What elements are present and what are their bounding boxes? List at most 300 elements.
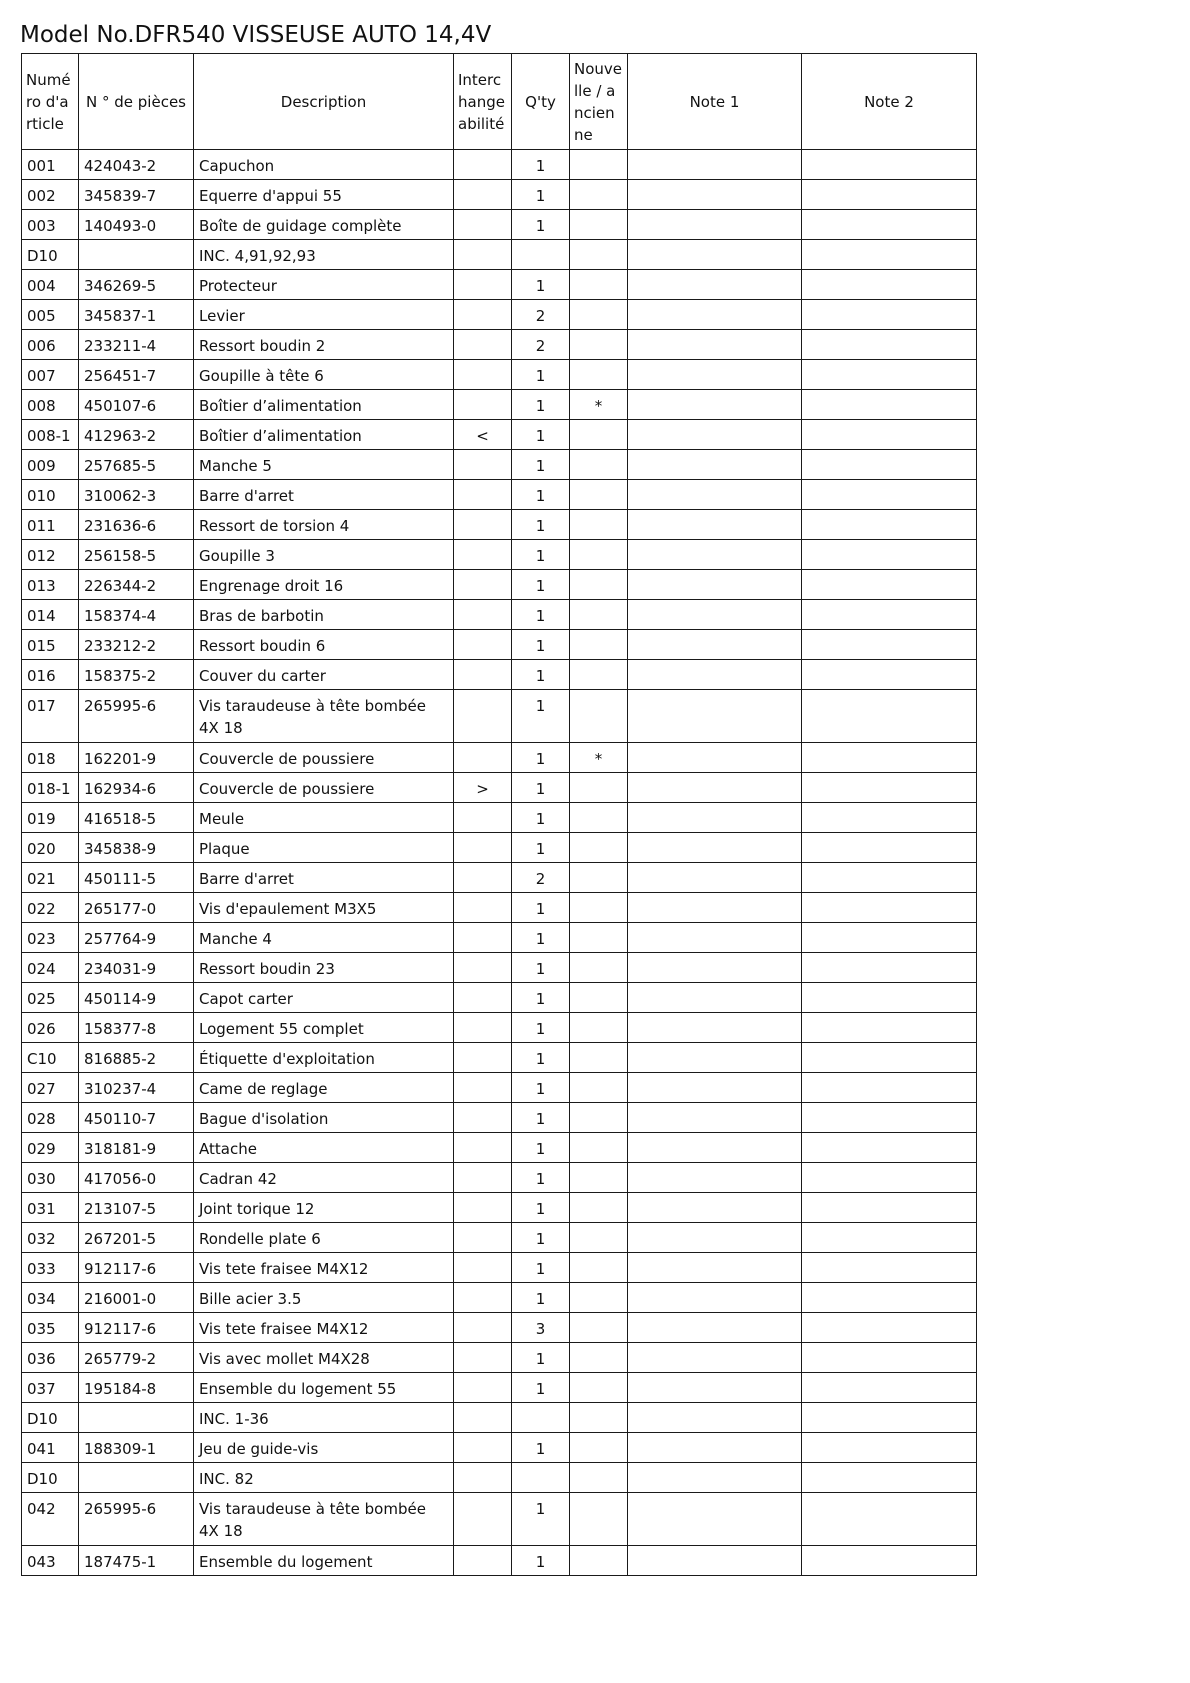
cell-note2: [802, 1043, 977, 1073]
cell-description: Ensemble du logement: [194, 1546, 454, 1576]
table-row: [22, 630, 977, 660]
cell-qty: 1: [512, 450, 570, 480]
cell-description: Ensemble du logement 55: [194, 1373, 454, 1403]
table-row: [22, 510, 977, 540]
cell-note2: [802, 1403, 977, 1433]
cell-note2: [802, 953, 977, 983]
cell-item-no: D10: [22, 240, 79, 270]
cell-new-old: [570, 180, 628, 210]
cell-new-old: [570, 270, 628, 300]
cell-description: INC. 1-36: [194, 1403, 454, 1433]
cell-note1: [628, 1043, 802, 1073]
cell-qty: 2: [512, 863, 570, 893]
cell-part-no: 234031-9: [79, 953, 194, 983]
cell-part-no: 216001-0: [79, 1283, 194, 1313]
cell-interchangeability: [454, 743, 512, 773]
cell-interchangeability: [454, 1343, 512, 1373]
cell-item-no: 019: [22, 803, 79, 833]
parts-table: [21, 53, 977, 1576]
cell-interchangeability: [454, 1043, 512, 1073]
table-row: [22, 1043, 977, 1073]
cell-part-no: 450107-6: [79, 390, 194, 420]
header-interchangeability: Interchangeabilité: [454, 54, 512, 150]
cell-interchangeability: [454, 893, 512, 923]
cell-interchangeability: [454, 1463, 512, 1493]
cell-note1: [628, 1463, 802, 1493]
cell-note1: [628, 833, 802, 863]
table-row: [22, 1433, 977, 1463]
cell-item-no: 003: [22, 210, 79, 240]
cell-description: Plaque: [194, 833, 454, 863]
parts-table-container: [21, 53, 977, 1576]
table-header-row: [22, 54, 977, 150]
cell-note2: [802, 210, 977, 240]
cell-interchangeability: [454, 1223, 512, 1253]
cell-note2: [802, 1313, 977, 1343]
cell-new-old: [570, 1313, 628, 1343]
cell-description: Goupille 3: [194, 540, 454, 570]
cell-qty: 1: [512, 1043, 570, 1073]
cell-note1: [628, 360, 802, 390]
cell-new-old: [570, 1133, 628, 1163]
cell-note2: [802, 1283, 977, 1313]
cell-note2: [802, 660, 977, 690]
cell-description: Vis taraudeuse à tête bombée 4X 18: [194, 1493, 454, 1546]
cell-note1: [628, 923, 802, 953]
cell-interchangeability: [454, 330, 512, 360]
cell-note1: [628, 1373, 802, 1403]
cell-description: Jeu de guide-vis: [194, 1433, 454, 1463]
cell-note1: [628, 540, 802, 570]
cell-qty: 2: [512, 300, 570, 330]
cell-part-no: 187475-1: [79, 1546, 194, 1576]
cell-qty: 1: [512, 1546, 570, 1576]
cell-new-old: [570, 1193, 628, 1223]
cell-part-no: 265779-2: [79, 1343, 194, 1373]
cell-part-no: 424043-2: [79, 150, 194, 180]
cell-part-no: 162934-6: [79, 773, 194, 803]
cell-part-no: 310237-4: [79, 1073, 194, 1103]
cell-description: Ressort boudin 6: [194, 630, 454, 660]
cell-note2: [802, 923, 977, 953]
cell-item-no: 015: [22, 630, 79, 660]
cell-new-old: [570, 1343, 628, 1373]
cell-note1: [628, 1193, 802, 1223]
cell-qty: 1: [512, 983, 570, 1013]
table-row: [22, 983, 977, 1013]
cell-qty: 1: [512, 510, 570, 540]
cell-note2: [802, 240, 977, 270]
cell-qty: 1: [512, 953, 570, 983]
cell-interchangeability: [454, 833, 512, 863]
cell-note2: [802, 1546, 977, 1576]
cell-interchangeability: [454, 983, 512, 1013]
cell-new-old: [570, 480, 628, 510]
table-row: [22, 540, 977, 570]
cell-interchangeability: [454, 1073, 512, 1103]
cell-description: Barre d'arret: [194, 480, 454, 510]
cell-description: Vis tete fraisee M4X12: [194, 1313, 454, 1343]
table-row: [22, 773, 977, 803]
cell-part-no: 345837-1: [79, 300, 194, 330]
cell-description: Vis avec mollet M4X28: [194, 1343, 454, 1373]
cell-interchangeability: [454, 803, 512, 833]
cell-note1: [628, 600, 802, 630]
cell-interchangeability: [454, 1013, 512, 1043]
cell-new-old: *: [570, 743, 628, 773]
cell-part-no: 256451-7: [79, 360, 194, 390]
cell-item-no: 008: [22, 390, 79, 420]
table-row: [22, 923, 977, 953]
cell-description: Capot carter: [194, 983, 454, 1013]
cell-part-no: 310062-3: [79, 480, 194, 510]
cell-part-no: 912117-6: [79, 1253, 194, 1283]
table-row: [22, 180, 977, 210]
table-row: [22, 1493, 977, 1546]
cell-note2: [802, 480, 977, 510]
cell-description: Equerre d'appui 55: [194, 180, 454, 210]
cell-note2: [802, 1193, 977, 1223]
cell-qty: 1: [512, 923, 570, 953]
table-row: [22, 660, 977, 690]
cell-new-old: [570, 660, 628, 690]
cell-qty: 3: [512, 1313, 570, 1343]
cell-description: Barre d'arret: [194, 863, 454, 893]
cell-item-no: 010: [22, 480, 79, 510]
header-new-old: Nouvelle / ancienne: [570, 54, 628, 150]
cell-new-old: [570, 1103, 628, 1133]
cell-note1: [628, 1163, 802, 1193]
cell-part-no: [79, 240, 194, 270]
cell-description: Boîtier d’alimentation: [194, 420, 454, 450]
cell-new-old: [570, 863, 628, 893]
cell-note1: [628, 1493, 802, 1546]
cell-note1: [628, 420, 802, 450]
cell-part-no: 188309-1: [79, 1433, 194, 1463]
table-row: [22, 1133, 977, 1163]
cell-item-no: 034: [22, 1283, 79, 1313]
cell-description: Vis tete fraisee M4X12: [194, 1253, 454, 1283]
cell-part-no: 450111-5: [79, 863, 194, 893]
cell-interchangeability: [454, 630, 512, 660]
cell-note2: [802, 540, 977, 570]
cell-interchangeability: [454, 1193, 512, 1223]
cell-description: Ressort boudin 2: [194, 330, 454, 360]
cell-item-no: 008-1: [22, 420, 79, 450]
cell-item-no: 017: [22, 690, 79, 743]
table-row: [22, 863, 977, 893]
cell-note1: [628, 480, 802, 510]
cell-part-no: 213107-5: [79, 1193, 194, 1223]
cell-new-old: [570, 450, 628, 480]
cell-note1: [628, 510, 802, 540]
cell-qty: 1: [512, 420, 570, 450]
cell-note1: [628, 330, 802, 360]
cell-part-no: 226344-2: [79, 570, 194, 600]
cell-note1: [628, 1253, 802, 1283]
table-row: [22, 833, 977, 863]
cell-description: Joint torique 12: [194, 1193, 454, 1223]
header-description: Description: [194, 54, 454, 150]
cell-note2: [802, 1493, 977, 1546]
cell-note2: [802, 1373, 977, 1403]
cell-note2: [802, 1103, 977, 1133]
cell-note1: [628, 240, 802, 270]
cell-new-old: [570, 690, 628, 743]
cell-note2: [802, 180, 977, 210]
cell-interchangeability: [454, 1253, 512, 1283]
cell-new-old: [570, 803, 628, 833]
cell-item-no: 014: [22, 600, 79, 630]
cell-item-no: 035: [22, 1313, 79, 1343]
cell-item-no: 033: [22, 1253, 79, 1283]
cell-part-no: 195184-8: [79, 1373, 194, 1403]
cell-description: Goupille à tête 6: [194, 360, 454, 390]
cell-note2: [802, 420, 977, 450]
cell-note2: [802, 1343, 977, 1373]
cell-part-no: 158374-4: [79, 600, 194, 630]
table-row: [22, 450, 977, 480]
cell-note1: [628, 1013, 802, 1043]
cell-new-old: [570, 360, 628, 390]
cell-item-no: 030: [22, 1163, 79, 1193]
cell-note2: [802, 803, 977, 833]
cell-part-no: [79, 1403, 194, 1433]
cell-qty: 1: [512, 773, 570, 803]
cell-description: Couvercle de poussiere: [194, 773, 454, 803]
cell-qty: 1: [512, 1253, 570, 1283]
cell-item-no: 027: [22, 1073, 79, 1103]
cell-note1: [628, 570, 802, 600]
table-row: [22, 1103, 977, 1133]
cell-qty: 1: [512, 660, 570, 690]
cell-new-old: [570, 1403, 628, 1433]
table-row: [22, 270, 977, 300]
cell-part-no: 412963-2: [79, 420, 194, 450]
cell-description: Capuchon: [194, 150, 454, 180]
cell-new-old: [570, 210, 628, 240]
cell-interchangeability: [454, 1493, 512, 1546]
cell-description: Couver du carter: [194, 660, 454, 690]
cell-new-old: [570, 953, 628, 983]
cell-note1: [628, 1283, 802, 1313]
table-row: [22, 1253, 977, 1283]
cell-new-old: [570, 1253, 628, 1283]
cell-part-no: 345839-7: [79, 180, 194, 210]
cell-item-no: 037: [22, 1373, 79, 1403]
cell-note1: [628, 863, 802, 893]
cell-interchangeability: [454, 390, 512, 420]
cell-qty: 1: [512, 600, 570, 630]
cell-part-no: 233211-4: [79, 330, 194, 360]
cell-note2: [802, 1253, 977, 1283]
cell-qty: 1: [512, 1133, 570, 1163]
cell-new-old: [570, 1546, 628, 1576]
cell-qty: [512, 240, 570, 270]
cell-interchangeability: [454, 863, 512, 893]
cell-item-no: D10: [22, 1403, 79, 1433]
cell-new-old: [570, 510, 628, 540]
cell-note1: [628, 1223, 802, 1253]
cell-note2: [802, 690, 977, 743]
cell-note2: [802, 600, 977, 630]
table-row: [22, 600, 977, 630]
cell-note2: [802, 1013, 977, 1043]
table-row: [22, 390, 977, 420]
cell-qty: 1: [512, 210, 570, 240]
cell-item-no: 042: [22, 1493, 79, 1546]
cell-note1: [628, 1343, 802, 1373]
cell-description: Bras de barbotin: [194, 600, 454, 630]
cell-note1: [628, 450, 802, 480]
cell-description: Cadran 42: [194, 1163, 454, 1193]
cell-note2: [802, 1433, 977, 1463]
cell-new-old: [570, 1283, 628, 1313]
cell-part-no: 265995-6: [79, 690, 194, 743]
cell-item-no: 004: [22, 270, 79, 300]
cell-qty: 1: [512, 803, 570, 833]
cell-item-no: D10: [22, 1463, 79, 1493]
cell-note1: [628, 1433, 802, 1463]
table-row: [22, 893, 977, 923]
cell-interchangeability: [454, 300, 512, 330]
cell-qty: 1: [512, 150, 570, 180]
cell-qty: 1: [512, 540, 570, 570]
cell-part-no: 450110-7: [79, 1103, 194, 1133]
cell-new-old: [570, 300, 628, 330]
cell-qty: 1: [512, 630, 570, 660]
cell-item-no: 026: [22, 1013, 79, 1043]
cell-note2: [802, 1073, 977, 1103]
cell-part-no: 318181-9: [79, 1133, 194, 1163]
cell-new-old: [570, 330, 628, 360]
table-row: [22, 1343, 977, 1373]
cell-interchangeability: [454, 690, 512, 743]
cell-qty: 1: [512, 180, 570, 210]
cell-new-old: [570, 630, 628, 660]
cell-description: Manche 4: [194, 923, 454, 953]
cell-new-old: [570, 240, 628, 270]
cell-note2: [802, 1133, 977, 1163]
cell-interchangeability: [454, 1433, 512, 1463]
table-row: [22, 1193, 977, 1223]
cell-qty: 1: [512, 690, 570, 743]
table-row: [22, 300, 977, 330]
cell-interchangeability: [454, 450, 512, 480]
cell-interchangeability: <: [454, 420, 512, 450]
cell-description: Logement 55 complet: [194, 1013, 454, 1043]
cell-qty: 1: [512, 1283, 570, 1313]
table-row: [22, 1073, 977, 1103]
cell-item-no: 006: [22, 330, 79, 360]
table-row: [22, 570, 977, 600]
cell-qty: 1: [512, 1193, 570, 1223]
cell-part-no: 450114-9: [79, 983, 194, 1013]
cell-interchangeability: [454, 1283, 512, 1313]
cell-interchangeability: [454, 1163, 512, 1193]
cell-part-no: 140493-0: [79, 210, 194, 240]
cell-note1: [628, 390, 802, 420]
cell-note2: [802, 630, 977, 660]
cell-new-old: [570, 1433, 628, 1463]
cell-interchangeability: [454, 660, 512, 690]
cell-note1: [628, 270, 802, 300]
cell-interchangeability: [454, 570, 512, 600]
cell-interchangeability: [454, 1373, 512, 1403]
cell-note1: [628, 1546, 802, 1576]
cell-description: Rondelle plate 6: [194, 1223, 454, 1253]
cell-item-no: 001: [22, 150, 79, 180]
cell-note1: [628, 1133, 802, 1163]
cell-item-no: 031: [22, 1193, 79, 1223]
header-note2: Note 2: [802, 54, 977, 150]
cell-note1: [628, 300, 802, 330]
table-row: [22, 1463, 977, 1493]
cell-interchangeability: [454, 270, 512, 300]
cell-qty: 1: [512, 570, 570, 600]
cell-description: Vis taraudeuse à tête bombée 4X 18: [194, 690, 454, 743]
cell-note2: [802, 773, 977, 803]
cell-note1: [628, 1403, 802, 1433]
cell-qty: 1: [512, 1073, 570, 1103]
cell-description: Boîte de guidage complète: [194, 210, 454, 240]
cell-description: Protecteur: [194, 270, 454, 300]
cell-note2: [802, 360, 977, 390]
cell-qty: 1: [512, 1103, 570, 1133]
cell-item-no: 021: [22, 863, 79, 893]
cell-part-no: [79, 1463, 194, 1493]
cell-note1: [628, 743, 802, 773]
cell-part-no: 267201-5: [79, 1223, 194, 1253]
cell-item-no: 028: [22, 1103, 79, 1133]
table-row: [22, 330, 977, 360]
cell-qty: 1: [512, 270, 570, 300]
cell-note1: [628, 150, 802, 180]
table-row: [22, 360, 977, 390]
cell-note2: [802, 270, 977, 300]
cell-item-no: 013: [22, 570, 79, 600]
cell-new-old: [570, 1163, 628, 1193]
header-item-no: Numéro d'article: [22, 54, 79, 150]
cell-interchangeability: [454, 1313, 512, 1343]
cell-qty: 1: [512, 1223, 570, 1253]
cell-interchangeability: >: [454, 773, 512, 803]
cell-note1: [628, 803, 802, 833]
cell-item-no: 018: [22, 743, 79, 773]
table-row: [22, 743, 977, 773]
cell-note2: [802, 330, 977, 360]
cell-note2: [802, 1163, 977, 1193]
cell-part-no: 345838-9: [79, 833, 194, 863]
cell-description: Bague d'isolation: [194, 1103, 454, 1133]
cell-qty: [512, 1463, 570, 1493]
cell-new-old: [570, 570, 628, 600]
cell-note1: [628, 893, 802, 923]
table-row: [22, 210, 977, 240]
cell-new-old: [570, 983, 628, 1013]
cell-description: Étiquette d'exploitation: [194, 1043, 454, 1073]
cell-qty: 1: [512, 480, 570, 510]
cell-note2: [802, 863, 977, 893]
table-row: [22, 1403, 977, 1433]
cell-description: Vis d'epaulement M3X5: [194, 893, 454, 923]
cell-new-old: [570, 833, 628, 863]
cell-note1: [628, 953, 802, 983]
cell-description: Levier: [194, 300, 454, 330]
table-row: [22, 1013, 977, 1043]
cell-item-no: 007: [22, 360, 79, 390]
cell-part-no: 233212-2: [79, 630, 194, 660]
